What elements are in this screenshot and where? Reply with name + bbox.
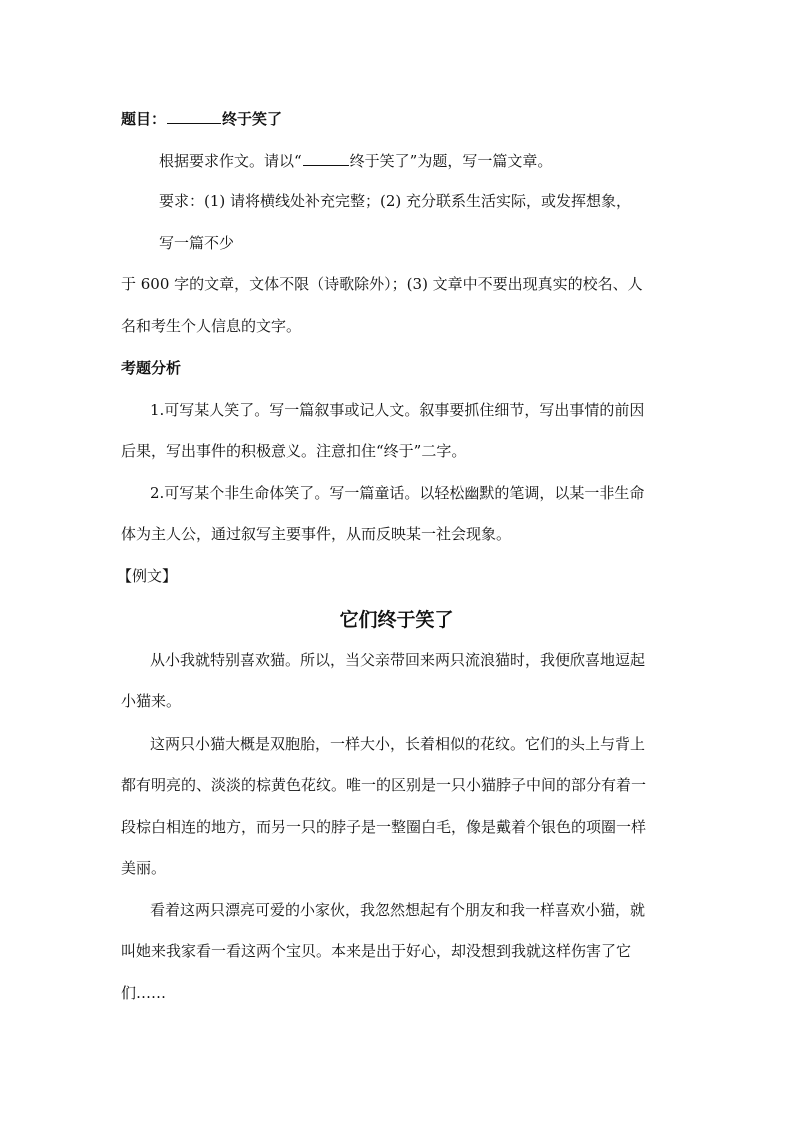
prompt-requirements-line3: 于 600 字的文章，文体不限（诗歌除外）；(3) 文章中不要出现真实的校名、人 [121,275,643,293]
analysis-item-1: 1.可写某人笑了。写一篇叙事或记人文。叙事要抓住细节，写出事情的前因 [150,401,645,419]
example-line: 美丽。 [121,859,167,877]
prompt-heading-label: 题目： [121,110,167,128]
prompt-requirements-cont: 写一篇不少 [159,234,235,252]
example-title: 它们终于笑了 [339,609,454,631]
example-line: 叫她来我家看一看这两个宝贝。本来是出于好心，却没想到我就这样伤害了它 [121,942,632,960]
example-label: 【例文】 [117,567,178,585]
example-line: 们…… [121,984,167,1002]
analysis-item-2-cont: 体为主人公，通过叙写主要事件，从而反映某一社会现象。 [121,525,512,543]
prompt-heading-title: 终于笑了 [222,110,283,128]
analysis-heading: 考题分析 [121,359,182,377]
analysis-item-2: 2.可写某个非生命体笑了。写一篇童话。以轻松幽默的笔调，以某一非生命 [150,484,645,502]
prompt-requirements-line4: 名和考生个人信息的文字。 [121,317,302,335]
prompt-instruction [159,150,552,171]
example-line: 都有明亮的、淡淡的棕黄色花纹。唯一的区别是一只小猫脖子中间的部分有着一 [121,776,647,794]
prompt-heading [121,108,282,129]
instruction-blank [303,164,349,166]
example-line: 小猫来。 [121,692,182,710]
example-line: 段棕白相连的地方，而另一只的脖子是一整圈白毛，像是戴着个银色的项圈一样 [121,818,647,836]
title-blank [167,122,221,124]
example-line: 看着这两只漂亮可爱的小家伙，我忽然想起有个朋友和我一样喜欢小猫，就 [150,901,646,919]
prompt-instruction-after: 终于笑了”为题，写一篇文章。 [349,152,553,170]
analysis-item-1-cont: 后果，写出事件的积极意义。注意扣住“终于”二字。 [121,442,467,460]
example-line: 这两只小猫大概是双胞胎，一样大小，长着相似的花纹。它们的头上与背上 [150,735,646,753]
prompt-instruction-before: 根据要求作文。请以“ [159,152,302,170]
prompt-requirements: 要求：(1) 请将横线处补充完整；(2) 充分联系生活实际，或发挥想象， [159,192,632,210]
example-line: 从小我就特别喜欢猫。所以，当父亲带回来两只流浪猫时，我便欣喜地逗起 [150,651,646,669]
